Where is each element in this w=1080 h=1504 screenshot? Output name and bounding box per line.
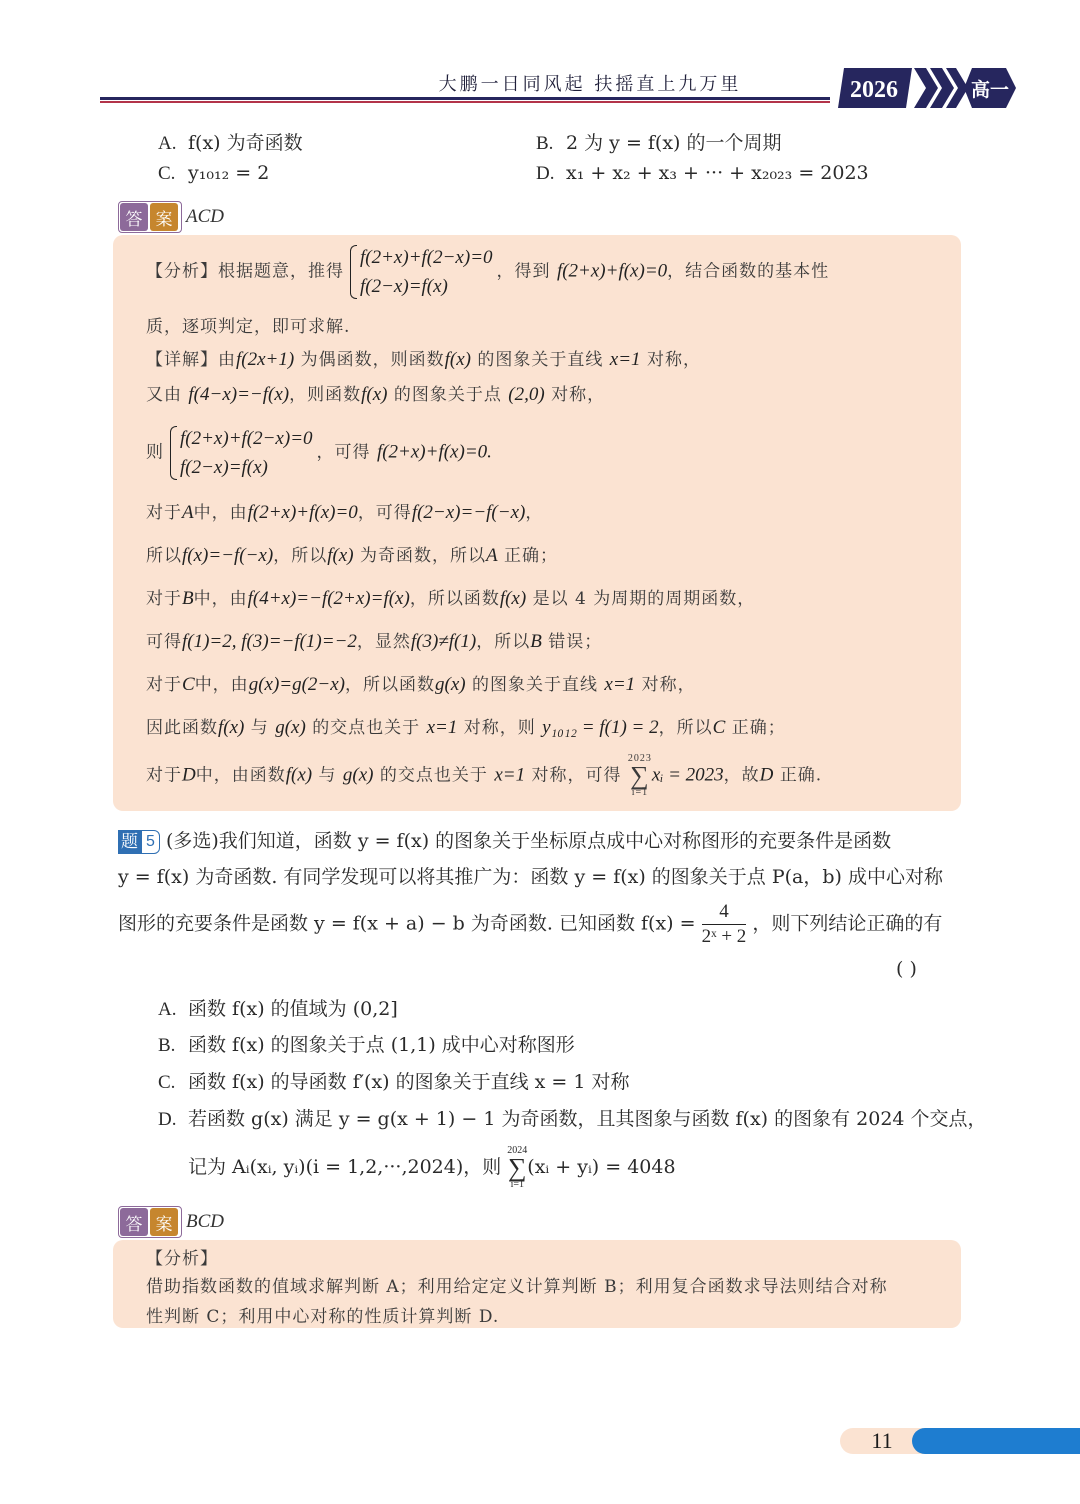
option-b: B. 2 为 y = f(x) 的一个周期 (536, 132, 782, 154)
answer-chip: 答 (120, 1208, 148, 1236)
answer-value: BCD (186, 1211, 224, 1232)
solution-line: 可得f(1)=2, f(3)=−f(1)=−2，显然f(3)≠f(1)，所以B 错误； (146, 631, 603, 652)
page-number: 11 (871, 1428, 893, 1453)
solution-line: 因此函数f(x) 与 g(x) 的交点也关于 x=1 对称，则 y₁₀₁₂ = f(1) = 2，所以C 正确； (146, 717, 786, 738)
solution-line: 对于D中，由函数f(x) 与 g(x) 的交点也关于 x=1 对称，可得 2023 ∑ i=1 xᵢ = 2023，故D 正确. (146, 753, 823, 798)
header-rule-accent (100, 101, 830, 103)
solution-line: 性判断 C；利用中心对称的性质计算判断 D. (146, 1307, 500, 1327)
summation-symbol: 2023 ∑ i=1 (627, 753, 652, 798)
option-a: A. f(x) 为奇函数 (158, 132, 303, 154)
solution-line: 对于B中，由f(4+x)=−f(2+x)=f(x)，所以函数f(x) 是以 4 为周期的周期函数， (146, 588, 756, 609)
answer-tag (118, 202, 224, 232)
solution-line: 质，逐项判定，即可求解. (146, 317, 351, 337)
solution-line: 又由 f(4−x)=−f(x)，则函数f(x) 的图象关于点 (2,0) 对称， (146, 384, 606, 405)
option-d: D. x₁ + x₂ + x₃ + ··· + x₂₀₂₃ = 2023 (536, 162, 869, 184)
answer-bracket: ( ) (896, 958, 917, 980)
question-number: 题 5 (118, 830, 160, 854)
page-number-bar (912, 1428, 1080, 1454)
option-d: D. 若函数 g(x) 满足 y = g(x + 1) − 1 为奇函数，且其图象与函数 f(x) 的图象有 2024 个交点， (158, 1108, 987, 1130)
option-c: C. y₁₀₁₂ = 2 (158, 162, 270, 184)
solution-line: 借助指数函数的值域求解判断 A；利用给定定义计算判断 B；利用复合函数求导法则结合对称 (146, 1277, 888, 1297)
answer-chip: 答 (120, 203, 148, 231)
equation-system: f(2+x)+f(2−x)=0 f(2−x)=f(x) (348, 243, 493, 301)
solution-line: 【详解】由f(2x+1) 为偶函数，则函数f(x) 的图象关于直线 x=1 对称， (146, 349, 701, 370)
header-title: 大鹏一日同风起 扶摇直上九万里 (438, 74, 742, 95)
option-b: B. 函数 f(x) 的图象关于点 (1,1) 成中心对称图形 (158, 1034, 575, 1056)
year-badge (836, 66, 1016, 110)
solution-line: 所以f(x)=−f(−x)，所以f(x) 为奇函数，所以A 正确； (146, 545, 558, 566)
option-c: C. 函数 f(x) 的导函数 f′(x) 的图象关于直线 x = 1 对称 (158, 1071, 630, 1093)
page-header (0, 0, 1080, 120)
summation-symbol: 2024 ∑ i=1 (507, 1145, 528, 1190)
answer-tag (118, 1207, 224, 1237)
solution-line: 【分析】根据题意，推得 f(2+x)+f(2−x)=0 f(2−x)=f(x) ，得到 f(2+x)+f(x)=0，结合函数的基本性 (146, 243, 829, 301)
solution-line: 则 f(2+x)+f(2−x)=0 f(2−x)=f(x) ，可得 f(2+x)+f(x)=0. (146, 424, 492, 482)
question-line: 题 5 (多选)我们知道，函数 y = f(x) 的图象关于坐标原点成中心对称图形的充要条件是函数 (118, 826, 891, 854)
solution-line: 对于A中，由f(2+x)+f(x)=0，可得f(2−x)=−f(−x)， (146, 502, 544, 523)
solution-line: 对于C中，由g(x)=g(2−x)，所以函数g(x) 的图象关于直线 x=1 对称， (146, 674, 696, 695)
answer-chip: 案 (150, 1208, 178, 1236)
answer-chip: 案 (150, 203, 178, 231)
fraction: $\frac{4}{\text{2ˣ + 2}}$ (701, 901, 747, 947)
option-a: A. 函数 f(x) 的值域为 (0,2] (158, 998, 398, 1020)
question-line: 图形的充要条件是函数 y = f(x + a) − b 为奇函数. 已知函数 f(x) = $\frac{4}{\text{2ˣ + 2}}$ ，则下列结论正确的有 (118, 901, 943, 947)
header-rule (100, 97, 830, 100)
year-text: 2026 (850, 77, 898, 103)
grade-text: 高一 (970, 79, 1010, 101)
equation-system: f(2+x)+f(2−x)=0 f(2−x)=f(x) (168, 424, 313, 482)
solution-title: 【分析】 (146, 1249, 218, 1269)
answer-value: ACD (186, 206, 224, 227)
question-line: y = f(x) 为奇函数. 有同学发现可以将其推广为：函数 y = f(x) 的图象关于点 P(a，b) 成中心对称 (118, 866, 943, 888)
option-d-continued: 记为 Aᵢ(xᵢ, yᵢ)(i = 1,2,···,2024)，则 2024 ∑ i=1 (xᵢ + yᵢ) = 4048 (188, 1145, 676, 1190)
